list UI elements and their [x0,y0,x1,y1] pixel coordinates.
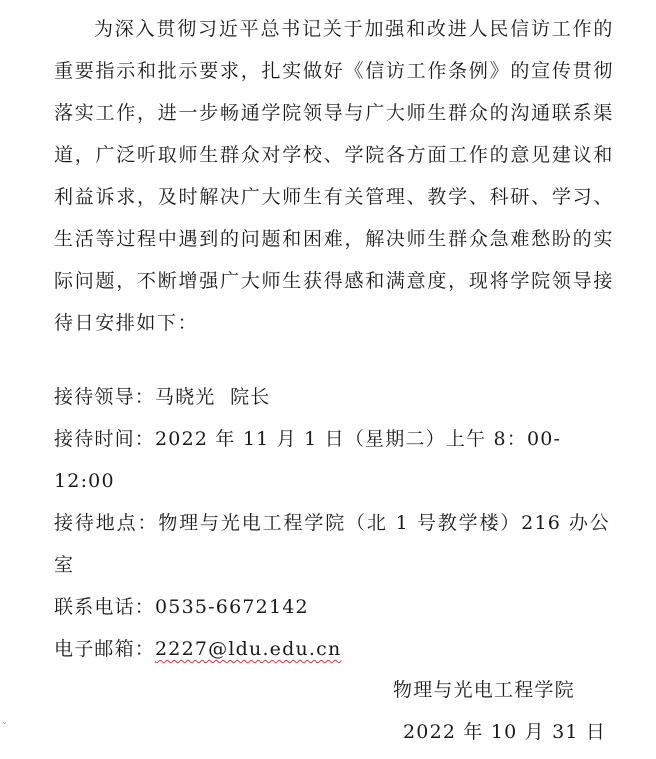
contact-email-line [54,628,614,670]
reception-venue-line [54,502,610,586]
reception-venue-value: 物理与光电工程学院（北 1 号教学楼）216 办公室 [54,512,610,576]
reception-time-line [54,418,614,502]
contact-email-label: 电子邮箱： [54,638,156,660]
reception-details [54,376,614,670]
reception-venue-label: 接待地点： [54,512,159,534]
contact-email-value[interactable]: 2227@ldu.edu.cn [155,638,342,660]
reception-leader-value: 马晓光 院长 [155,386,271,408]
signature-date: 2022 年 10 月 31 日 [403,721,607,743]
reception-leader-label: 接待领导： [54,386,156,408]
signature-organization: 物理与光电工程学院 [393,679,575,701]
reception-time-label: 接待时间： [54,428,156,450]
reception-time-value: 2022 年 11 月 1 日（星期二）上午 8：00-12:00 [54,428,562,492]
page-corner-mark: ˇ [2,722,7,733]
reception-leader-line [54,376,614,418]
contact-phone-value: 0535-6672142 [155,596,309,618]
contact-phone-line [54,586,614,628]
intro-paragraph: 为深入贯彻习近平总书记关于加强和改进人民信访工作的重要指示和批示要求，扎实做好《信访工作条例》的宣传贯彻落实工作，进一步畅通学院领导与广大师生群众的沟通联系渠道，广泛听取师生群众对学校、学院各方面工作的意见建议和利益诉求，及时解决广大师生有关管理、教学、科研、学习、生活等过程中遇到的问题和困难，解决师生群众急难愁盼的实际问题，不断增强广大师生获得感和满意度，现将学院领导接待日安排如下： [54,18,614,334]
contact-phone-label: 联系电话： [54,596,156,618]
